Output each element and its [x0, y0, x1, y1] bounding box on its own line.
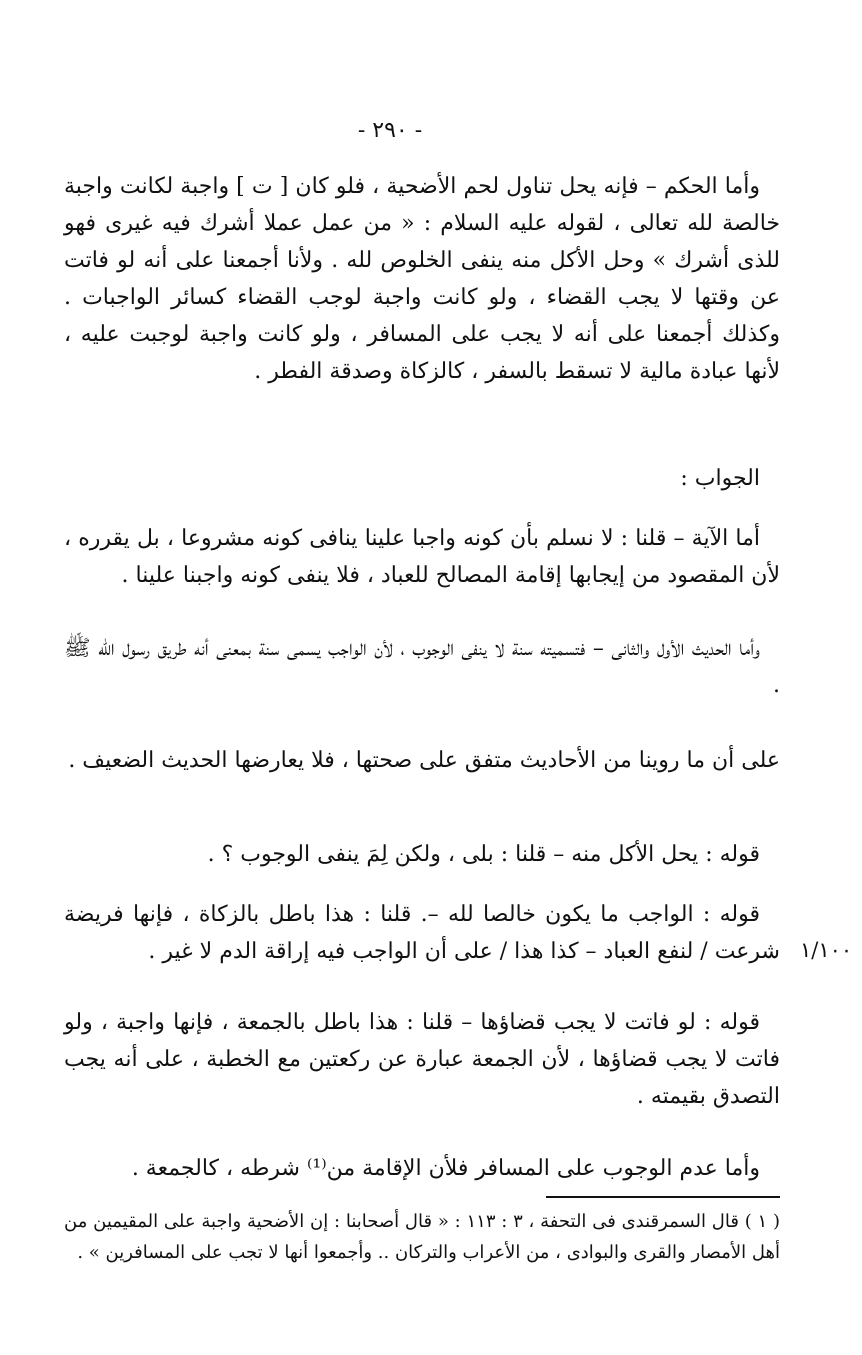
- paragraph-hadith: [64, 630, 780, 704]
- paragraph-obligation: [64, 896, 780, 970]
- paragraph-text: أما الآية – قلنا : لا نسلم بأن كونه واجبا علينا ينافى كونه مشروعا ، بل يقرره ، لأن المقصود من إيجابها إقامة المصالح للعباد ، فلا ينفى كونه واجبنا علينا .: [64, 526, 780, 588]
- footnote-divider: [546, 1196, 780, 1198]
- margin-folio-note: ١/١٠٠: [800, 938, 853, 962]
- paragraph-text: وأما الحكم – فإنه يحل تناول لحم الأضحية ، فلو كان [ ت ] واجبة لكانت واجبة خالصة لله تعالى ، لقوله عليه السلام : « من عمل عملا أشرك فيه غيرى فهو للذى أشرك » وحل الأكل منه ينفى الخلوص لله . ولأنا أجمعنا على أنه لو فاتت عن وقتها لا يجب القضاء ، ولو كانت واجبة لوجب القضاء كسائر الواجبات . وكذلك أجمعنا على أنه لا يجب على المسافر ، ولو كانت واجبة لوجبت عليه ، لأنها عبادة مالية لا تسقط بالسفر ، كالزكاة وصدقة الفطر .: [64, 174, 780, 384]
- footnote: ( ١ ) قال السمرقندى فى التحفة ، ٣ : ١١٣ : « قال أصحابنا : إن الأضحية واجبة على المقيمين من أهل الأمصار والقرى والبوادى ، من الأعراب والتركان .. وأجمعوا أنها لا تجب على المسافرين » .: [64, 1211, 780, 1263]
- paragraph-ruling: [64, 168, 780, 390]
- paragraph-text: قوله : لو فاتت لا يجب قضاؤها – قلنا : هذا باطل بالجمعة ، فإنها واجبة ، ولو فاتت لا يجب قضاؤها ، لأن الجمعة عبارة عن ركعتين مع الخطبة ، على أنه يجب التصدق بقيمته .: [64, 1010, 780, 1109]
- answer-heading: [64, 460, 780, 497]
- paragraph-missed: [64, 1004, 780, 1115]
- paragraph-text: قوله : الواجب ما يكون خالصا لله –. قلنا : هذا باطل بالزكاة ، فإنها فريضة شرعت / لنفع العباد – كذا هذا / على أن الواجب فيه إراقة الدم لا غير .: [64, 902, 780, 964]
- paragraph-eating: [64, 836, 780, 873]
- page-number: - ٢٩٠ -: [357, 118, 423, 143]
- paragraph-text: وأما الحديث الأول والثانى – فتسميته سنة لا ينفى الوجوب ، لأن الواجب يسمى سنة بمعنى أنه طريق رسول الله ﷺ .: [64, 636, 780, 698]
- paragraph-text: قوله : يحل الأكل منه – قلنا : بلى ، ولكن لِمَ ينفى الوجوب ؟ .: [207, 842, 760, 867]
- paragraph-traveler: [64, 1150, 780, 1187]
- paragraph-text: على أن ما روينا من الأحاديث متفق على صحتها ، فلا يعارضها الحديث الضعيف .: [68, 748, 780, 773]
- paragraph-text: وأما عدم الوجوب على المسافر فلأن الإقامة من⁽¹⁾ شرطه ، كالجمعة .: [131, 1156, 760, 1181]
- paragraph-narrations: [64, 742, 780, 779]
- paragraph-verse: [64, 520, 780, 594]
- heading-text: الجواب :: [680, 466, 760, 491]
